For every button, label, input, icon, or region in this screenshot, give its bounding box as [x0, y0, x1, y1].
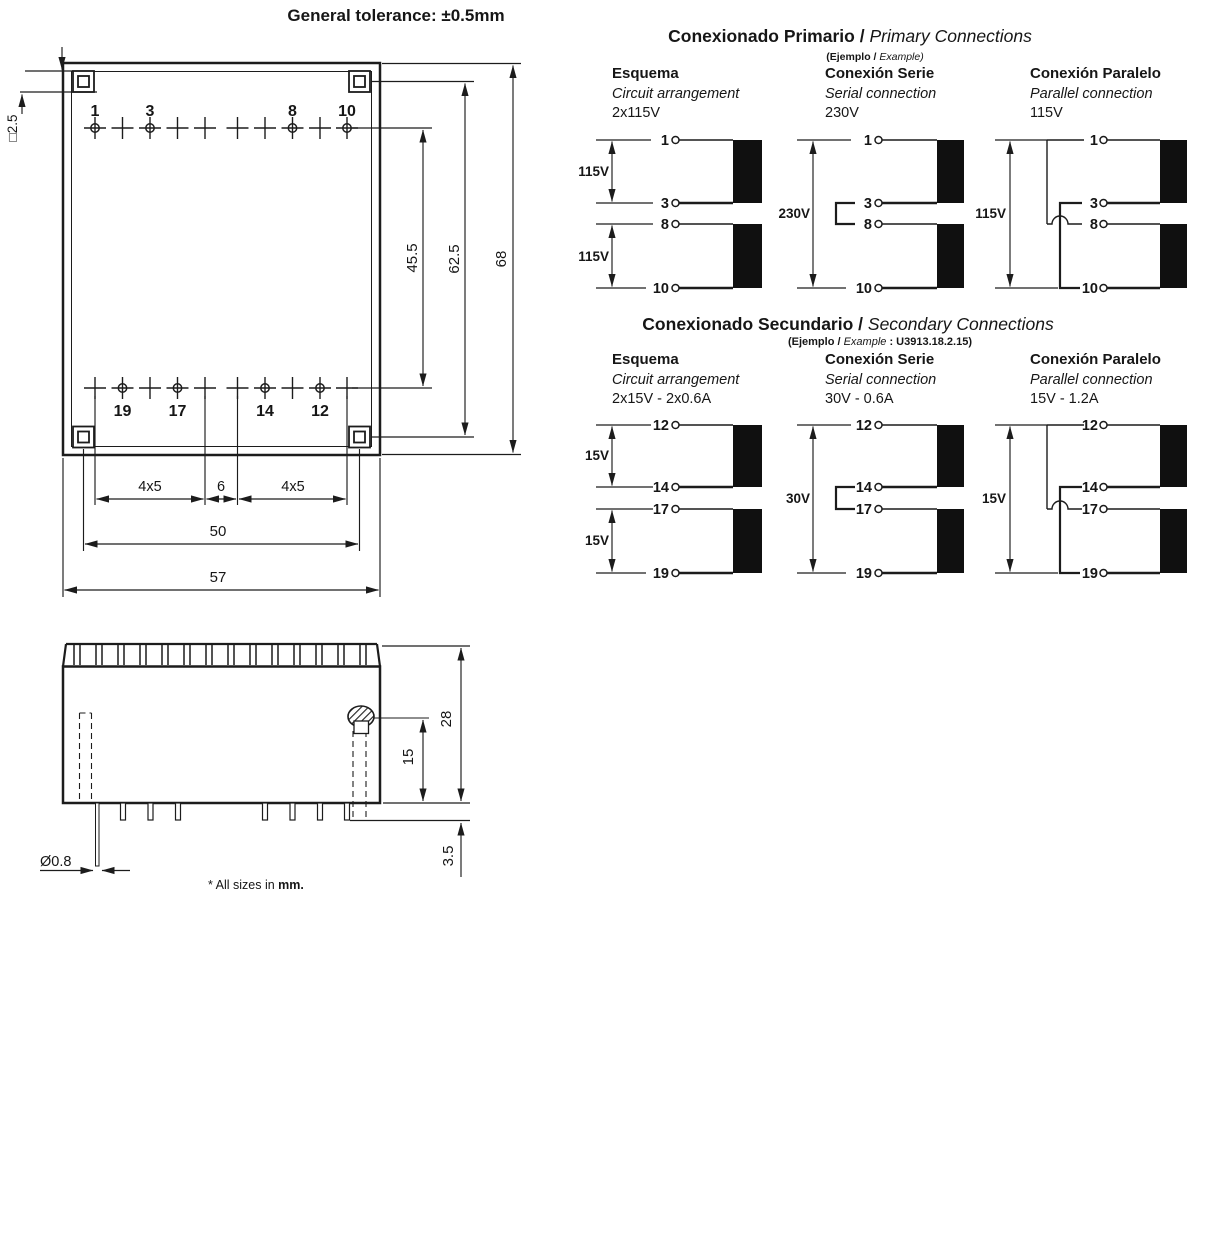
- secondary-column-serie-header: [825, 351, 936, 407]
- voltage-label: 15V: [981, 491, 1006, 506]
- dim-pin-length: [440, 823, 461, 877]
- dim-label-total-height: 68: [493, 250, 510, 268]
- dim-label-pin-diameter: Ø0.8: [40, 854, 72, 870]
- dim-terminal-pos: [375, 718, 430, 801]
- dim-label-pin-row-spacing: 45.5: [404, 243, 421, 273]
- side-view-pins: [96, 803, 350, 866]
- terminal-label: 3: [660, 196, 669, 212]
- dim-label-pin-length: 3.5: [440, 845, 457, 867]
- terminal-label: 12: [855, 418, 872, 434]
- pin-label-8: 8: [288, 103, 297, 120]
- pin-label-19: 19: [113, 403, 132, 420]
- pin-label-3: 3: [145, 103, 155, 120]
- series-jumper: [836, 487, 855, 509]
- secondary-column-esquema-header: [612, 351, 740, 407]
- dim-label-body-height: 28: [438, 710, 455, 728]
- winding-coil: [733, 425, 762, 487]
- voltage-label: 115V: [578, 164, 609, 179]
- terminal-label: 14: [855, 480, 872, 496]
- primary-column-paralelo-header: [1030, 65, 1161, 121]
- terminal-label: 19: [652, 566, 669, 582]
- primary-esquema-diagram: [578, 133, 762, 297]
- column-subtitle: Circuit arrangement: [612, 86, 740, 102]
- column-name: Esquema: [612, 65, 679, 82]
- cooling-ribs-top: [63, 644, 380, 667]
- top-view: [5, 47, 521, 597]
- terminal-label: 19: [855, 566, 872, 582]
- winding-coil: [1160, 140, 1187, 203]
- dim-label-pitch-right: 4x5: [281, 479, 305, 495]
- winding-coil: [733, 509, 762, 573]
- terminal-label: 1: [863, 133, 872, 149]
- dim-pin-diameter: [40, 854, 130, 871]
- secondary-esquema-diagram: [585, 418, 762, 582]
- terminal-label: 10: [855, 281, 872, 297]
- side-view-body: [63, 667, 380, 804]
- primary-column-esquema-header: [612, 65, 740, 121]
- series-jumper: [836, 203, 855, 224]
- voltage-label: 230V: [778, 206, 810, 221]
- side-view: [40, 644, 470, 877]
- column-subtitle: Parallel connection: [1030, 86, 1153, 102]
- terminal-label: 3: [863, 196, 872, 212]
- dim-label-hole-square: □2.5: [5, 114, 20, 142]
- parallel-link-outer: [1047, 425, 1084, 509]
- terminal-label: 10: [652, 281, 669, 297]
- column-subtitle: Circuit arrangement: [612, 372, 740, 388]
- terminal-label: 14: [652, 480, 669, 496]
- pin-label-17: 17: [168, 403, 187, 420]
- column-value: 15V - 1.2A: [1030, 391, 1099, 407]
- terminal-label: 8: [1089, 217, 1098, 233]
- secondary-column-paralelo-header: [1030, 351, 1161, 407]
- terminal-label: 3: [1089, 196, 1098, 212]
- column-name: Conexión Serie: [825, 65, 935, 82]
- terminal-label: 12: [1081, 418, 1098, 434]
- primary-serial-diagram: [778, 133, 964, 297]
- column-value: 2x15V - 2x0.6A: [612, 391, 712, 407]
- column-value: 230V: [825, 105, 859, 121]
- parallel-link-inner: [1060, 487, 1082, 573]
- pin-label-1: 1: [90, 103, 100, 120]
- secondary-connections-section: [585, 314, 1187, 582]
- secondary-title: Conexionado Secundario / Secondary Connections: [642, 314, 1054, 334]
- terminal-label: 1: [660, 133, 669, 149]
- terminal-label: 8: [660, 217, 669, 233]
- voltage-label: 115V: [578, 249, 609, 264]
- parallel-link-inner: [1060, 203, 1082, 288]
- dimensioned-pin: [96, 803, 100, 866]
- terminal-label: 14: [1081, 480, 1098, 496]
- terminal-label: 19: [1081, 566, 1098, 582]
- dim-label-pitch-left: 4x5: [138, 479, 162, 495]
- terminal-label: 1: [1089, 133, 1098, 149]
- column-value: 30V - 0.6A: [825, 391, 894, 407]
- column-value: 115V: [1030, 105, 1063, 121]
- winding-coil: [937, 425, 964, 487]
- dim-label-pitch-center: 6: [216, 479, 226, 495]
- cooling-ribs: [74, 644, 366, 665]
- terminal-label: 12: [652, 418, 669, 434]
- winding-coil: [937, 224, 964, 288]
- dim-label-total-width: 57: [209, 569, 227, 586]
- dim-label-hole-spacing-h: 50: [209, 523, 227, 540]
- column-value: 2x115V: [612, 105, 661, 121]
- dim-label-hole-spacing-v: 62.5: [446, 244, 463, 274]
- column-name: Conexión Paralelo: [1030, 351, 1161, 368]
- voltage-label: 15V: [584, 448, 609, 463]
- winding-coil: [1160, 224, 1187, 288]
- dim-label-terminal-pos: 15: [400, 748, 417, 766]
- column-subtitle: Serial connection: [825, 372, 937, 388]
- voltage-label: 115V: [975, 206, 1006, 221]
- secondary-serial-diagram: [786, 418, 964, 582]
- top-view-outline: [63, 63, 380, 455]
- winding-coil: [937, 140, 964, 203]
- parallel-link-outer: [1047, 140, 1084, 224]
- primary-example: (Ejemplo / Example): [826, 51, 924, 63]
- terminal-label: 17: [652, 502, 669, 518]
- column-name: Conexión Paralelo: [1030, 65, 1161, 82]
- terminal-label: 10: [1081, 281, 1098, 297]
- winding-coil: [733, 224, 762, 288]
- voltage-label: 15V: [584, 533, 609, 548]
- secondary-example: (Ejemplo / Example : U3913.18.2.15): [787, 336, 973, 348]
- winding-coil: [733, 140, 762, 203]
- terminal-label: 8: [863, 217, 872, 233]
- column-subtitle: Serial connection: [825, 86, 937, 102]
- secondary-parallel-diagram: [982, 418, 1187, 582]
- primary-column-serie-header: [825, 65, 936, 121]
- winding-coil: [1160, 509, 1187, 573]
- column-name: Conexión Serie: [825, 351, 935, 368]
- terminal-label: 17: [1081, 502, 1098, 518]
- terminal-label: 17: [855, 502, 872, 518]
- winding-coil: [937, 509, 964, 573]
- pin-label-12: 12: [311, 403, 329, 420]
- primary-parallel-diagram: [975, 133, 1187, 297]
- winding-coil: [1160, 425, 1187, 487]
- column-name: Esquema: [612, 351, 679, 368]
- tolerance-note: General tolerance: ±0.5mm: [287, 6, 505, 25]
- pin-label-14: 14: [256, 403, 274, 420]
- voltage-label: 30V: [785, 491, 810, 506]
- pin-label-10: 10: [338, 103, 356, 120]
- primary-connections-section: [578, 26, 1187, 297]
- column-subtitle: Parallel connection: [1030, 372, 1153, 388]
- primary-title: Conexionado Primario / Primary Connections: [668, 26, 1032, 46]
- units-footnote: * All sizes in mm.: [208, 878, 304, 892]
